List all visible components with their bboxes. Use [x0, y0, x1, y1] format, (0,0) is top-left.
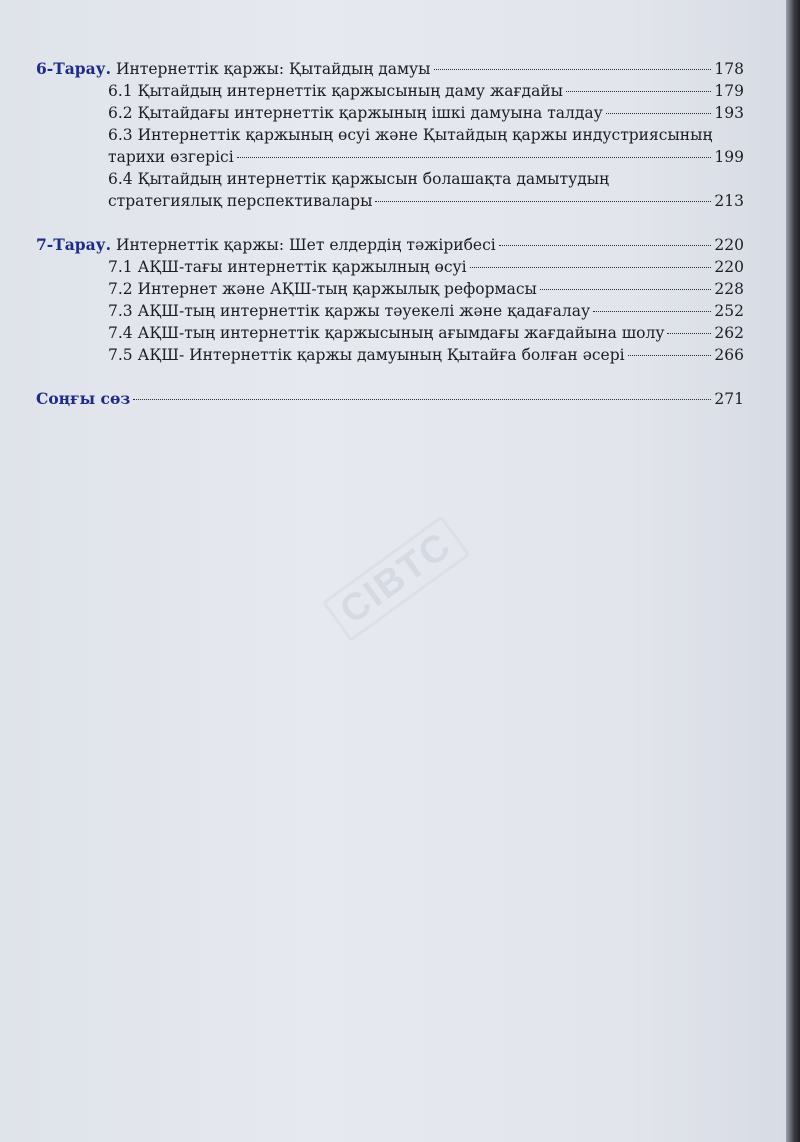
dot-leader [499, 245, 712, 246]
spacer [36, 212, 744, 234]
entry-title: 6.4 Қытайдың интернеттік қаржысын болашақта дамытудың [108, 170, 610, 188]
dot-leader [237, 157, 712, 158]
page-number: 252 [714, 302, 744, 320]
page-number: 199 [714, 148, 744, 166]
book-edge [786, 0, 800, 1142]
entry-title-continued: тарихи өзгерісі [108, 148, 234, 166]
dot-leader [566, 91, 711, 92]
toc-entry-7-5 [108, 344, 744, 366]
toc-afterword [36, 388, 744, 410]
toc-entry-6-2 [108, 102, 744, 124]
toc-entry-6-3-line2 [108, 146, 744, 168]
dot-leader [133, 399, 711, 400]
page-number: 193 [714, 104, 744, 122]
toc-entry-7-3 [108, 300, 744, 322]
dot-leader [606, 113, 712, 114]
chapter-number: 6-Тарау. [36, 59, 111, 78]
entry-title: 7.2 Интернет және АҚШ-тың қаржылық реформасы [108, 280, 537, 298]
page-number: 228 [714, 280, 744, 298]
entry-title: 7.3 АҚШ-тың интернеттік қаржы тәуекелі және қадағалау [108, 302, 591, 320]
toc-entry-6-4-line2 [108, 190, 744, 212]
dot-leader [667, 333, 711, 334]
dot-leader [593, 311, 711, 312]
page-number: 220 [714, 258, 744, 276]
dot-leader [375, 201, 711, 202]
entry-title-continued: стратегиялық перспективалары [108, 192, 373, 210]
watermark-logo: CIBTC [322, 515, 471, 642]
chapter-title: Интернеттік қаржы: Қытайдың дамуы [115, 60, 431, 78]
toc-chapter-6 [36, 58, 744, 80]
toc-entry-6-4-line1 [108, 168, 744, 190]
entry-title: 7.5 АҚШ- Интернеттік қаржы дамуының Қытайға болған әсері [108, 346, 625, 364]
dot-leader [628, 355, 712, 356]
toc-entry-7-2 [108, 278, 744, 300]
entry-title: 7.4 АҚШ-тың интернеттік қаржысының ағымдағы жағдайына шолу [108, 324, 665, 342]
toc-chapter-7 [36, 234, 744, 256]
page-number: 179 [714, 82, 744, 100]
toc-entry-7-4 [108, 322, 744, 344]
page-number: 266 [714, 346, 744, 364]
entry-title: 7.1 АҚШ-тағы интернеттік қаржылның өсуі [108, 258, 467, 276]
dot-leader [434, 69, 712, 70]
dot-leader [470, 267, 712, 268]
page-number: 220 [714, 236, 744, 254]
page-number: 262 [714, 324, 744, 342]
table-of-contents [36, 58, 744, 410]
chapter-heading [36, 234, 496, 256]
entry-title: 6.3 Интернеттік қаржының өсуі және Қытайдың қаржы индустриясының [108, 126, 713, 144]
page-number: 178 [714, 60, 744, 78]
dot-leader [540, 289, 712, 290]
spacer [36, 366, 744, 388]
toc-entry-6-1 [108, 80, 744, 102]
chapter-title: Интернеттік қаржы: Шет елдердің тәжірибесі [115, 236, 496, 254]
toc-entry-6-3-line1 [108, 124, 744, 146]
toc-entry-7-1 [108, 256, 744, 278]
chapter-number: 7-Тарау. [36, 235, 111, 254]
entry-title: 6.1 Қытайдың интернеттік қаржысының даму жағдайы [108, 82, 564, 100]
afterword-title: Соңғы сөз [36, 389, 131, 408]
page-number: 213 [714, 192, 744, 210]
chapter-heading [36, 58, 431, 80]
entry-title: 6.2 Қытайдағы интернеттік қаржының ішкі дамуына талдау [108, 104, 603, 122]
page-number: 271 [714, 390, 744, 408]
